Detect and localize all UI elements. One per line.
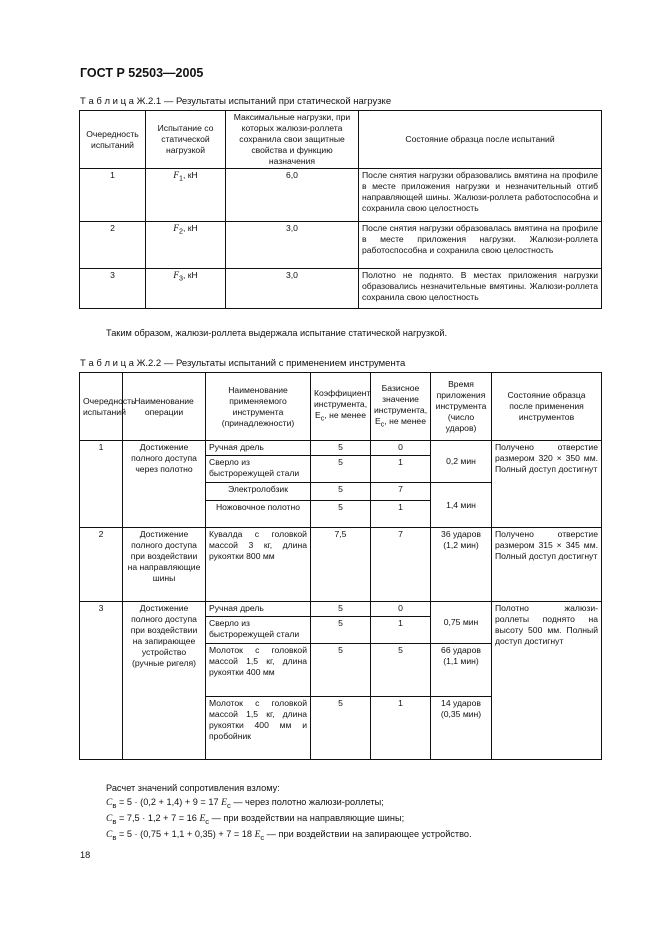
table-row bbox=[80, 169, 602, 222]
conclusion-paragraph: Таким образом, жалюзи-роллета выдержала испытание статической нагрузкой. bbox=[106, 328, 448, 338]
tool-cell: Сверло из быстрорежущей стали bbox=[206, 456, 311, 483]
time-cell: 1,4 мин bbox=[431, 483, 492, 528]
formulas-intro: Расчет значений сопротивления взлому: bbox=[106, 783, 280, 793]
table-2-caption: Т а б л и ц а Ж.2.2 — Результаты испытаний с применением инструмента bbox=[80, 358, 406, 369]
page-header: ГОСТ Р 52503—2005 bbox=[80, 66, 204, 80]
coef-cell: 5 bbox=[311, 483, 371, 501]
state-cell: После снятия нагрузки образовались вмятина на профиле в месте приложения нагрузки и незначительный отгиб направляющей шины. Жалюзи-роллета работоспособна и сохранила свою целостность bbox=[359, 169, 602, 222]
col-base-value: Базисное значение инструмента, $E_c$, не менее bbox=[371, 373, 431, 441]
col-order: Очередность испытаний bbox=[80, 373, 123, 441]
table-row bbox=[80, 528, 602, 602]
formula-line: $C_в = 5 \cdot (0,75 + 1,1 + 0,35) + 7 = 18$ $E_c$ — при воздействии на запирающее устройство. bbox=[106, 829, 472, 842]
base-cell: 5 bbox=[371, 644, 431, 697]
order-cell: 2 bbox=[80, 528, 123, 602]
tool-test-table bbox=[79, 372, 602, 760]
tool-cell: Электролобзик bbox=[206, 483, 311, 501]
col-operation: Наименование операции bbox=[123, 373, 206, 441]
load-cell: 3,0 bbox=[226, 269, 359, 309]
operation-cell: Достижение полного доступа при воздействии на направляющие шины bbox=[123, 528, 206, 602]
formulas-block bbox=[106, 782, 472, 844]
base-cell: 0 bbox=[371, 441, 431, 456]
col-coefficient: Коэффициент инструмента, $E_c$, не менее bbox=[311, 373, 371, 441]
order-cell: 3 bbox=[80, 269, 146, 309]
base-cell: 1 bbox=[371, 697, 431, 760]
tool-cell: Ручная дрель bbox=[206, 441, 311, 456]
order-cell: 2 bbox=[80, 222, 146, 269]
tool-cell: Ручная дрель bbox=[206, 602, 311, 617]
base-cell: 7 bbox=[371, 528, 431, 602]
static-load-table bbox=[79, 110, 602, 309]
col-tool: Наименование применяемого инструмента (принадлежности) bbox=[206, 373, 311, 441]
col-test: Испытание со статической нагрузкой bbox=[146, 111, 226, 169]
col-order: Очередность испытаний bbox=[80, 111, 146, 169]
state-cell: Полотно жалюзи-роллеты поднято на высоту 500 мм. Полный доступ достигнут bbox=[492, 602, 602, 760]
col-max-load: Максимальные нагрузки, при которых жалюзи-роллета сохранила свои защитные свойства и функцию назначения bbox=[226, 111, 359, 169]
coef-cell: 5 bbox=[311, 697, 371, 760]
time-cell: 0,2 мин bbox=[431, 441, 492, 483]
table-row bbox=[80, 222, 602, 269]
coef-cell: 5 bbox=[311, 441, 371, 456]
load-cell: 6,0 bbox=[226, 169, 359, 222]
order-cell: 3 bbox=[80, 602, 123, 760]
table-row bbox=[80, 602, 602, 617]
state-cell: Получено отверстие размером 320 × 350 мм. Полный доступ достигнут bbox=[492, 441, 602, 528]
tool-cell: Кувалда с головкой массой 3 кг, длина рукоятки 800 мм bbox=[206, 528, 311, 602]
col-time: Время приложения инструмента (число ударов) bbox=[431, 373, 492, 441]
base-cell: 7 bbox=[371, 483, 431, 501]
time-cell: 0,75 мин bbox=[431, 602, 492, 644]
formula-line: $C_в = 7,5 \cdot 1,2 + 7 = 16$ $E_c$ — при воздействии на направляющие шины; bbox=[106, 812, 405, 826]
table-1-caption: Т а б л и ц а Ж.2.1 — Результаты испытаний при статической нагрузке bbox=[80, 96, 392, 107]
base-cell: 1 bbox=[371, 456, 431, 483]
test-cell: $F_3$, кН bbox=[146, 269, 226, 309]
page-number: 18 bbox=[80, 850, 91, 860]
tool-cell: Молоток с головкой массой 1,5 кг, длина рукоятки 400 мм bbox=[206, 644, 311, 697]
col-state: Состояние образца после испытаний bbox=[359, 111, 602, 169]
tool-cell: Сверло из быстрорежущей стали bbox=[206, 617, 311, 644]
table-header-row bbox=[80, 111, 602, 169]
coef-cell: 5 bbox=[311, 644, 371, 697]
operation-cell: Достижение полного доступа при воздействии на запирающее устройство (ручные ригеля) bbox=[123, 602, 206, 760]
time-cell: 66 ударов (1,1 мин) bbox=[431, 644, 492, 697]
tool-cell: Молоток с головкой массой 1,5 кг, длина рукоятки 400 мм и пробойник bbox=[206, 697, 311, 760]
coef-cell: 7,5 bbox=[311, 528, 371, 602]
table-row bbox=[80, 441, 602, 456]
time-cell: 36 ударов (1,2 мин) bbox=[431, 528, 492, 602]
state-cell: Получено отверстие размером 315 × 345 мм. Полный доступ достигнут bbox=[492, 528, 602, 602]
base-cell: 1 bbox=[371, 617, 431, 644]
state-cell: После снятия нагрузки образовалась вмятина на профиле в месте приложения нагрузки. Жалюзи-роллета работоспособна и сохранила свою целостность bbox=[359, 222, 602, 269]
operation-cell: Достижение полного доступа через полотно bbox=[123, 441, 206, 528]
coef-cell: 5 bbox=[311, 456, 371, 483]
coef-cell: 5 bbox=[311, 617, 371, 644]
coef-cell: 5 bbox=[311, 602, 371, 617]
order-cell: 1 bbox=[80, 441, 123, 528]
test-cell: $F_1$, кН bbox=[146, 169, 226, 222]
load-cell: 3,0 bbox=[226, 222, 359, 269]
order-cell: 1 bbox=[80, 169, 146, 222]
formula-line: $C_в = 5 \cdot (0,2 + 1,4) + 9 = 17$ $E_c$ — через полотно жалюзи-роллеты; bbox=[106, 796, 384, 810]
tool-cell: Ножовочное полотно bbox=[206, 501, 311, 528]
coef-cell: 5 bbox=[311, 501, 371, 528]
test-cell: $F_2$, кН bbox=[146, 222, 226, 269]
time-cell: 14 ударов (0,35 мин) bbox=[431, 697, 492, 760]
base-cell: 0 bbox=[371, 602, 431, 617]
table-row bbox=[80, 269, 602, 309]
table-header-row bbox=[80, 373, 602, 441]
state-cell: Полотно не поднято. В местах приложения нагрузки образовались незначительные вмятины. Жалюзи-роллета сохранила свою целостность bbox=[359, 269, 602, 309]
col-state: Состояние образца после применения инструментов bbox=[492, 373, 602, 441]
base-cell: 1 bbox=[371, 501, 431, 528]
